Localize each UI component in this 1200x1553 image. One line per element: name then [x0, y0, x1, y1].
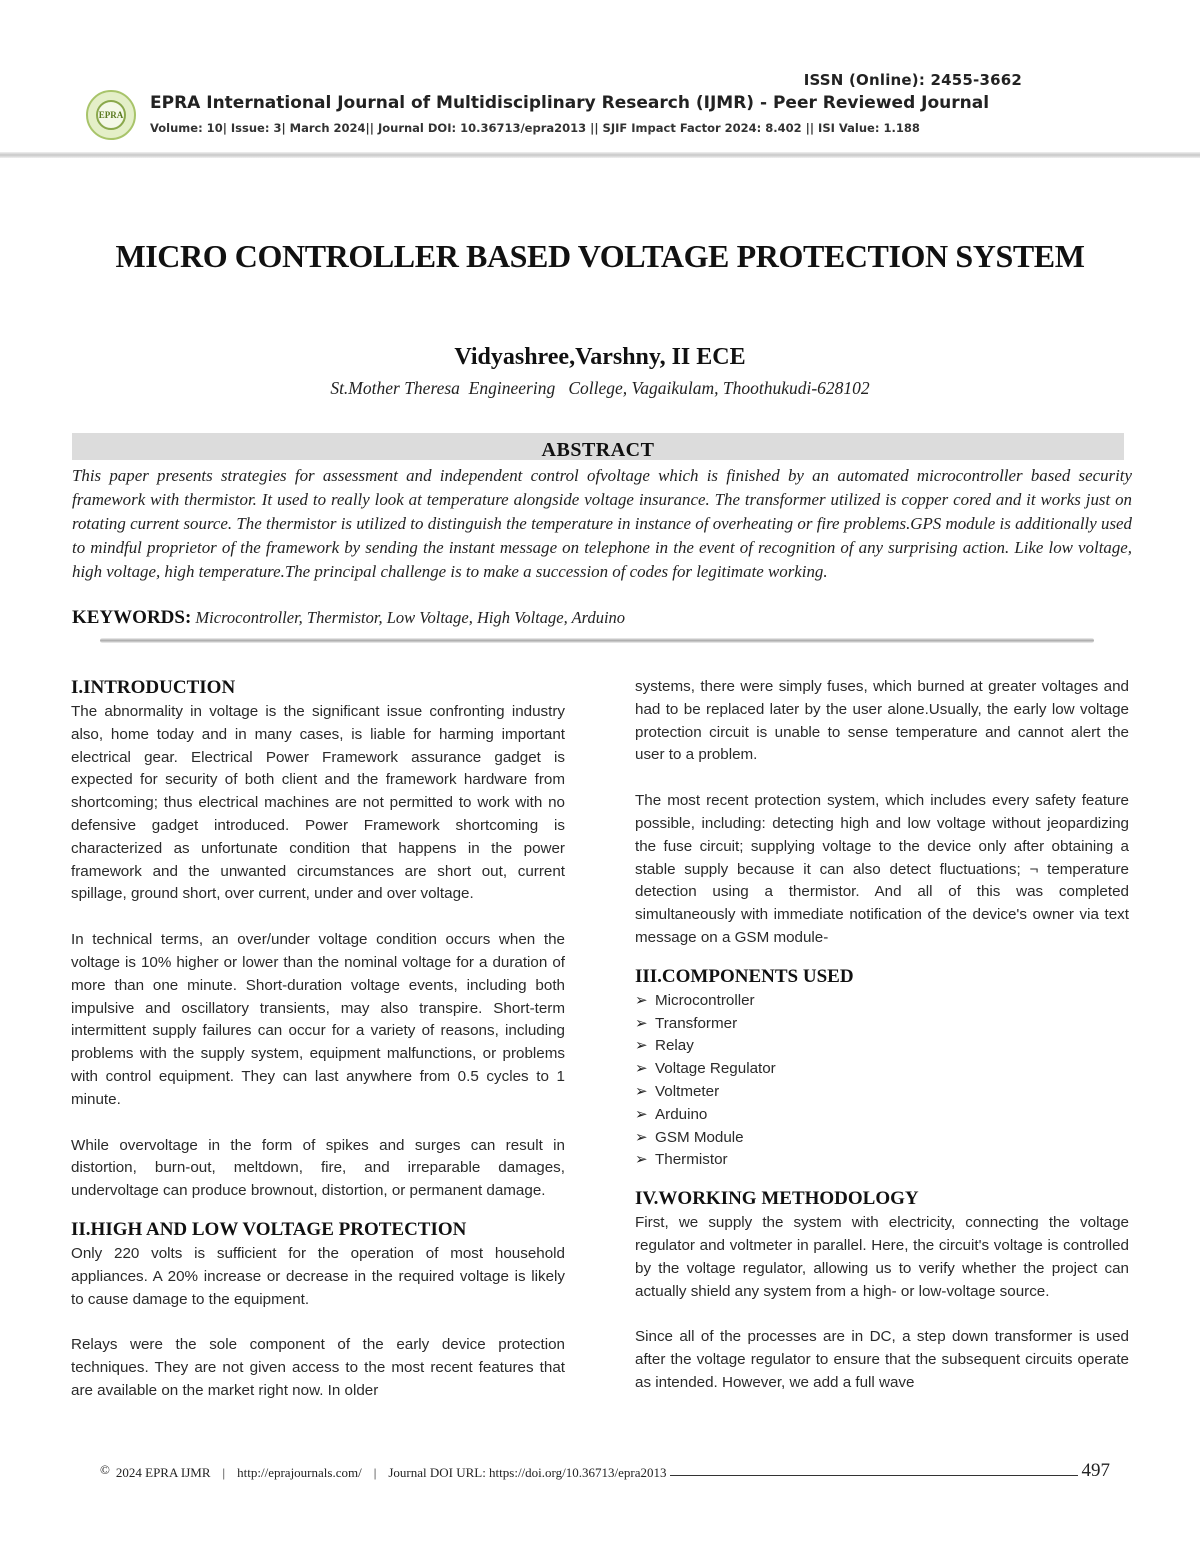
- footer-separator: |: [222, 1465, 226, 1480]
- footer-url-link[interactable]: http://eprajournals.com/: [237, 1465, 362, 1480]
- paragraph-work-2: Since all of the processes are in DC, a step down transformer is used after the voltage regulator to ensure that the subsequent circuits operate as intended. However, we add a full wave: [635, 1328, 1129, 1391]
- footer-doi-link[interactable]: Journal DOI URL: https://doi.org/10.36713/epra2013: [388, 1465, 667, 1480]
- section-heading-introduction: I.INTRODUCTION: [71, 677, 236, 698]
- abstract-heading: ABSTRACT: [72, 433, 1124, 460]
- list-item: ➢ Arduino: [635, 1104, 1129, 1127]
- list-item: ➢ Voltage Regulator: [635, 1058, 1129, 1081]
- paper-affiliation: St.Mother Theresa Engineering College, Vagaikulam, Thoothukudi-628102: [330, 378, 870, 398]
- arrow-bullet-icon: ➢: [635, 1014, 648, 1032]
- copyright-icon: ©: [100, 1462, 110, 1477]
- paragraph-hl-3: The most recent protection system, which includes every safety feature possible, including: detecting high and low voltage without jeopardizing the fuse circuit; supplying voltage to the device only after obtaining a stable supply because it can also detect fluctuations; ¬ temperature detection using a thermistor. And all of this was completed simultaneously with immediate notification of the device's owner via text message on a GSM module-: [635, 792, 1129, 946]
- journal-name: EPRA International Journal of Multidisciplinary Research (IJMR) - Peer Reviewed Journal: [150, 93, 990, 113]
- paper-title: MICRO CONTROLLER BASED VOLTAGE PROTECTION SYSTEM: [115, 238, 1085, 274]
- list-item: ➢ Microcontroller: [635, 990, 1129, 1013]
- header-divider: [0, 152, 1200, 158]
- arrow-bullet-icon: ➢: [635, 1060, 648, 1078]
- section-heading-working-methodology: IV.WORKING METHODOLOGY: [635, 1188, 919, 1210]
- paper-authors: Vidyashree,Varshny, II ECE: [454, 344, 746, 370]
- arrow-bullet-icon: ➢: [635, 991, 648, 1009]
- issn: ISSN (Online): 2455-3662: [803, 71, 1022, 89]
- list-item: ➢ Thermistor: [635, 1149, 1129, 1172]
- arrow-bullet-icon: ➢: [635, 1105, 648, 1123]
- paragraph-work-1: First, we supply the system with electricity, connecting the voltage regulator and voltmeter in parallel. Here, the circuit's voltage is controlled by the voltage regulator, allowing us to verify whether the project can actually shield any system from a high- or low-voltage source.: [635, 1214, 1129, 1300]
- arrow-bullet-icon: ➢: [635, 1128, 648, 1146]
- paragraph-intro-2: In technical terms, an over/under voltage condition occurs when the voltage is 10% higher or lower than the nominal voltage for a duration of more than one minute. Short-duration voltage events, including both impulsive and oscillatory transients, may also transpire. Short-term intermittent supply failures can occur for a variety of reasons, including problems with the supply system, equipment malfunctions, or problems with control equipment. They can last anywhere from 0.5 cycles to 1 minute.: [71, 931, 565, 1108]
- keywords-list: Microcontroller, Thermistor, Low Voltage, High Voltage, Arduino: [195, 608, 626, 627]
- abstract-divider: [100, 638, 1094, 643]
- page-footer: [100, 1461, 1110, 1481]
- section-heading-components: III.COMPONENTS USED: [635, 965, 854, 987]
- arrow-bullet-icon: ➢: [635, 1151, 648, 1169]
- keywords-label: KEYWORDS:: [72, 607, 192, 628]
- abstract-text: This paper presents strategies for assessment and independent control ofvoltage which is finished by an automated microcontroller based security framework with thermistor. It used to really look at temperature alongside voltage insurance. The transformer utilized is copper cored and it works just on rotating current source. The thermistor is utilized to distinguish the temperature in instance of overheating or fire problems.GPS module is additionally used to mindful proprietor of the framework by sending the instant message on telephone in the event of recognition of any surprising action. Like low voltage, high voltage, high temperature.The principal challenge is to make a succession of codes for legitimate working.: [72, 466, 1132, 581]
- page-number: 497: [1081, 1460, 1110, 1481]
- footer-rule: [670, 1475, 1077, 1476]
- paragraph-hl-2: Relays were the sole component of the early device protection techniques. They are not given access to the most recent features that are available on the market right now. In older: [71, 1336, 565, 1399]
- paragraph-hl-1: Only 220 volts is sufficient for the operation of most household appliances. A 20% increase or decrease in the required voltage is likely to cause damage to the equipment.: [71, 1244, 565, 1308]
- left-column: [71, 675, 565, 1403]
- paragraph-intro-1: The abnormality in voltage is the significant issue confronting industry also, home today and in many cases, is liable for harming important electrical gear. Electrical Power Framework assurance gadget is expected for security of both client and the framework hardware from shortcoming; thus electrical machines are not permitted to work with no defensive gadget introduced. Power Framework shortcoming is characterized as unfortunate condition that happens in the power framework and the unwanted circumstances are short out, current spillage, ground short, over current, under and over voltage.: [71, 703, 565, 903]
- right-column: [635, 676, 1129, 1395]
- arrow-bullet-icon: ➢: [635, 1082, 648, 1100]
- arrow-bullet-icon: ➢: [635, 1037, 648, 1055]
- list-item: ➢ Transformer: [635, 1013, 1129, 1036]
- list-item: ➢ GSM Module: [635, 1127, 1129, 1150]
- list-item: ➢ Voltmeter: [635, 1081, 1129, 1104]
- journal-logo-icon: EPRA: [96, 100, 126, 130]
- paragraph-intro-3: While overvoltage in the form of spikes and surges can result in distortion, burn-out, meltdown, fire, and irreparable damages, undervoltage can produce brownout, distortion, or permanent damage.: [71, 1136, 565, 1200]
- paragraph-hl-continued: systems, there were simply fuses, which burned at greater voltages and had to be replaced later by the user alone.Usually, the early low voltage protection circuit is unable to sense temperature and cannot alert the user to a problem.: [635, 678, 1129, 764]
- keywords: [72, 606, 1132, 630]
- journal-meta: Volume: 10| Issue: 3| March 2024|| Journal DOI: 10.36713/epra2013 || SJIF Impact Factor 2024: 8.402 || ISI Value: 1.188: [150, 121, 920, 135]
- section-heading-high-low-voltage: II.HIGH AND LOW VOLTAGE PROTECTION: [71, 1218, 467, 1240]
- journal-logo: [86, 90, 136, 140]
- components-list: [635, 990, 1129, 1172]
- footer-separator: |: [373, 1465, 377, 1480]
- footer-copyright: 2024 EPRA IJMR: [115, 1465, 211, 1480]
- list-item: ➢ Relay: [635, 1035, 1129, 1058]
